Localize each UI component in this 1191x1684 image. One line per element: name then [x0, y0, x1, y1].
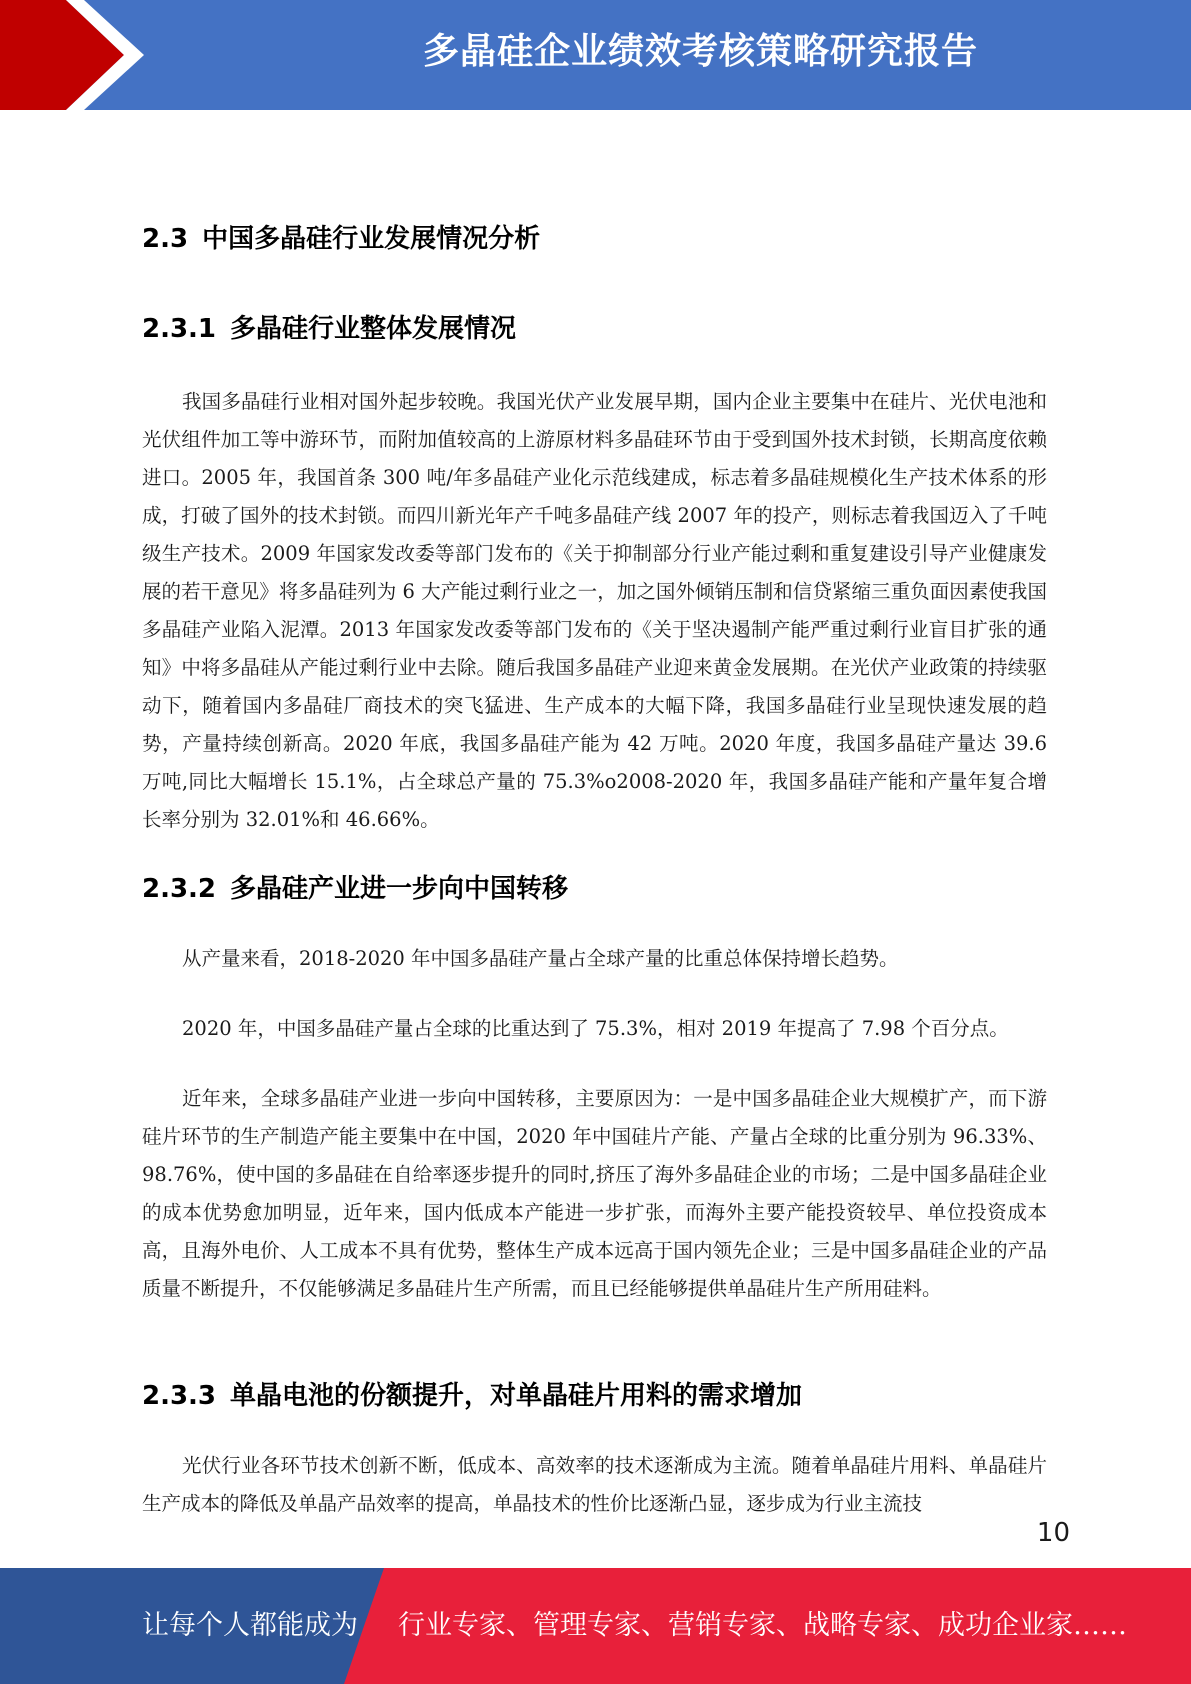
page-header: [0, 0, 1191, 110]
section-title: 多晶硅行业整体发展情况: [230, 314, 517, 344]
section-heading-2-3: [142, 218, 540, 255]
footer-slogan-roles: 行业专家、管理专家、营销专家、战略专家、成功企业家……: [398, 1610, 1127, 1641]
section-heading-2-3-1: [142, 308, 516, 345]
section-number: 2.3.2: [142, 874, 217, 904]
paragraph-output-share-trend: 从产量来看，2018-2020 年中国多晶硅产量占全球产量的比重总体保持增长趋势。: [182, 947, 899, 970]
paragraph-2020-share: 2020 年，中国多晶硅产量占全球的比重达到了 75.3%，相对 2019 年提高了 7.98 个百分点。: [182, 1017, 1009, 1040]
page-footer: [0, 1568, 1191, 1684]
section-number: 2.3.3: [142, 1381, 217, 1411]
paragraph-mono-crystalline: 光伏行业各环节技术创新不断，低成本、高效率的技术逐渐成为主流。随着单晶硅片用料、单晶硅片生产成本的降低及单晶产品效率的提高，单晶技术的性价比逐渐凸显，逐步成为行业主流技: [142, 1454, 1047, 1515]
section-heading-2-3-3: [142, 1375, 802, 1412]
section-title: 单晶电池的份额提升，对单晶硅片用料的需求增加: [230, 1381, 803, 1411]
paragraph-overall-development: 我国多晶硅行业相对国外起步较晚。我国光伏产业发展早期，国内企业主要集中在硅片、光伏电池和光伏组件加工等中游环节，而附加值较高的上游原材料多晶硅环节由于受到国外技术封锁，长期高度依赖进口。2005 年，我国首条 300 吨/年多晶硅产业化示范线建成，标志着多晶硅规模化生产技术体系的形成，打破了国外的技术封锁。而四川新光年产千吨多晶硅产线 2007 年的投产，则标志着我国迈入了千吨级生产技术。2009 年国家发改委等部门发布的《关于抑制部分行业产能过剩和重复建设引导产业健康发展的若干意见》将多晶硅列为 6 大产能过剩行业之一，加之国外倾销压制和信贷紧缩三重负面因素使我国多晶硅产业陷入泥潭。2013 年国家发改委等部门发布的《关于坚决遏制产能严重过剩行业盲目扩张的通知》中将多晶硅从产能过剩行业中去除。随后我国多晶硅产业迎来黄金发展期。在光伏产业政策的持续驱动下，随着国内多晶硅厂商技术的突飞猛进、生产成本的大幅下降，我国多晶硅行业呈现快速发展的趋势，产量持续创新高。2020 年底，我国多晶硅产能为 42 万吨。2020 年度，我国多晶硅产量达 39.6 万吨,同比大幅增长 15.1%，占全球总产量的 75.3%o2008-2020 年，我国多晶硅产能和产量年复合增长率分别为 32.01%和 46.66%。: [142, 390, 1047, 831]
header-arrow-decoration: [0, 0, 160, 110]
document-title: 多晶硅企业绩效考核策略研究报告: [422, 31, 978, 72]
footer-slogan-lead: 让每个人都能成为: [142, 1610, 358, 1641]
section-title: 多晶硅产业进一步向中国转移: [230, 874, 569, 904]
section-number: 2.3.1: [142, 314, 217, 344]
page-number: 10: [1036, 1518, 1070, 1548]
paragraph-transfer-reasons: 近年来，全球多晶硅产业进一步向中国转移，主要原因为：一是中国多晶硅企业大规模扩产，而下游硅片环节的生产制造产能主要集中在中国，2020 年中国硅片产能、产量占全球的比重分别为 96.33%、98.76%，使中国的多晶硅在自给率逐步提升的同时,挤压了海外多晶硅企业的市场；二是中国多晶硅企业的成本优势愈加明显，近年来，国内低成本产能进一步扩张，而海外主要产能投资较早、单位投资成本高，且海外电价、人工成本不具有优势，整体生产成本远高于国内领先企业；三是中国多晶硅企业的产品质量不断提升，不仅能够满足多晶硅片生产所需，而且已经能够提供单晶硅片生产所用硅料。: [142, 1087, 1047, 1300]
section-number: 2.3: [142, 224, 189, 254]
section-heading-2-3-2: [142, 868, 568, 905]
section-title: 中国多晶硅行业发展情况分析: [202, 224, 541, 254]
